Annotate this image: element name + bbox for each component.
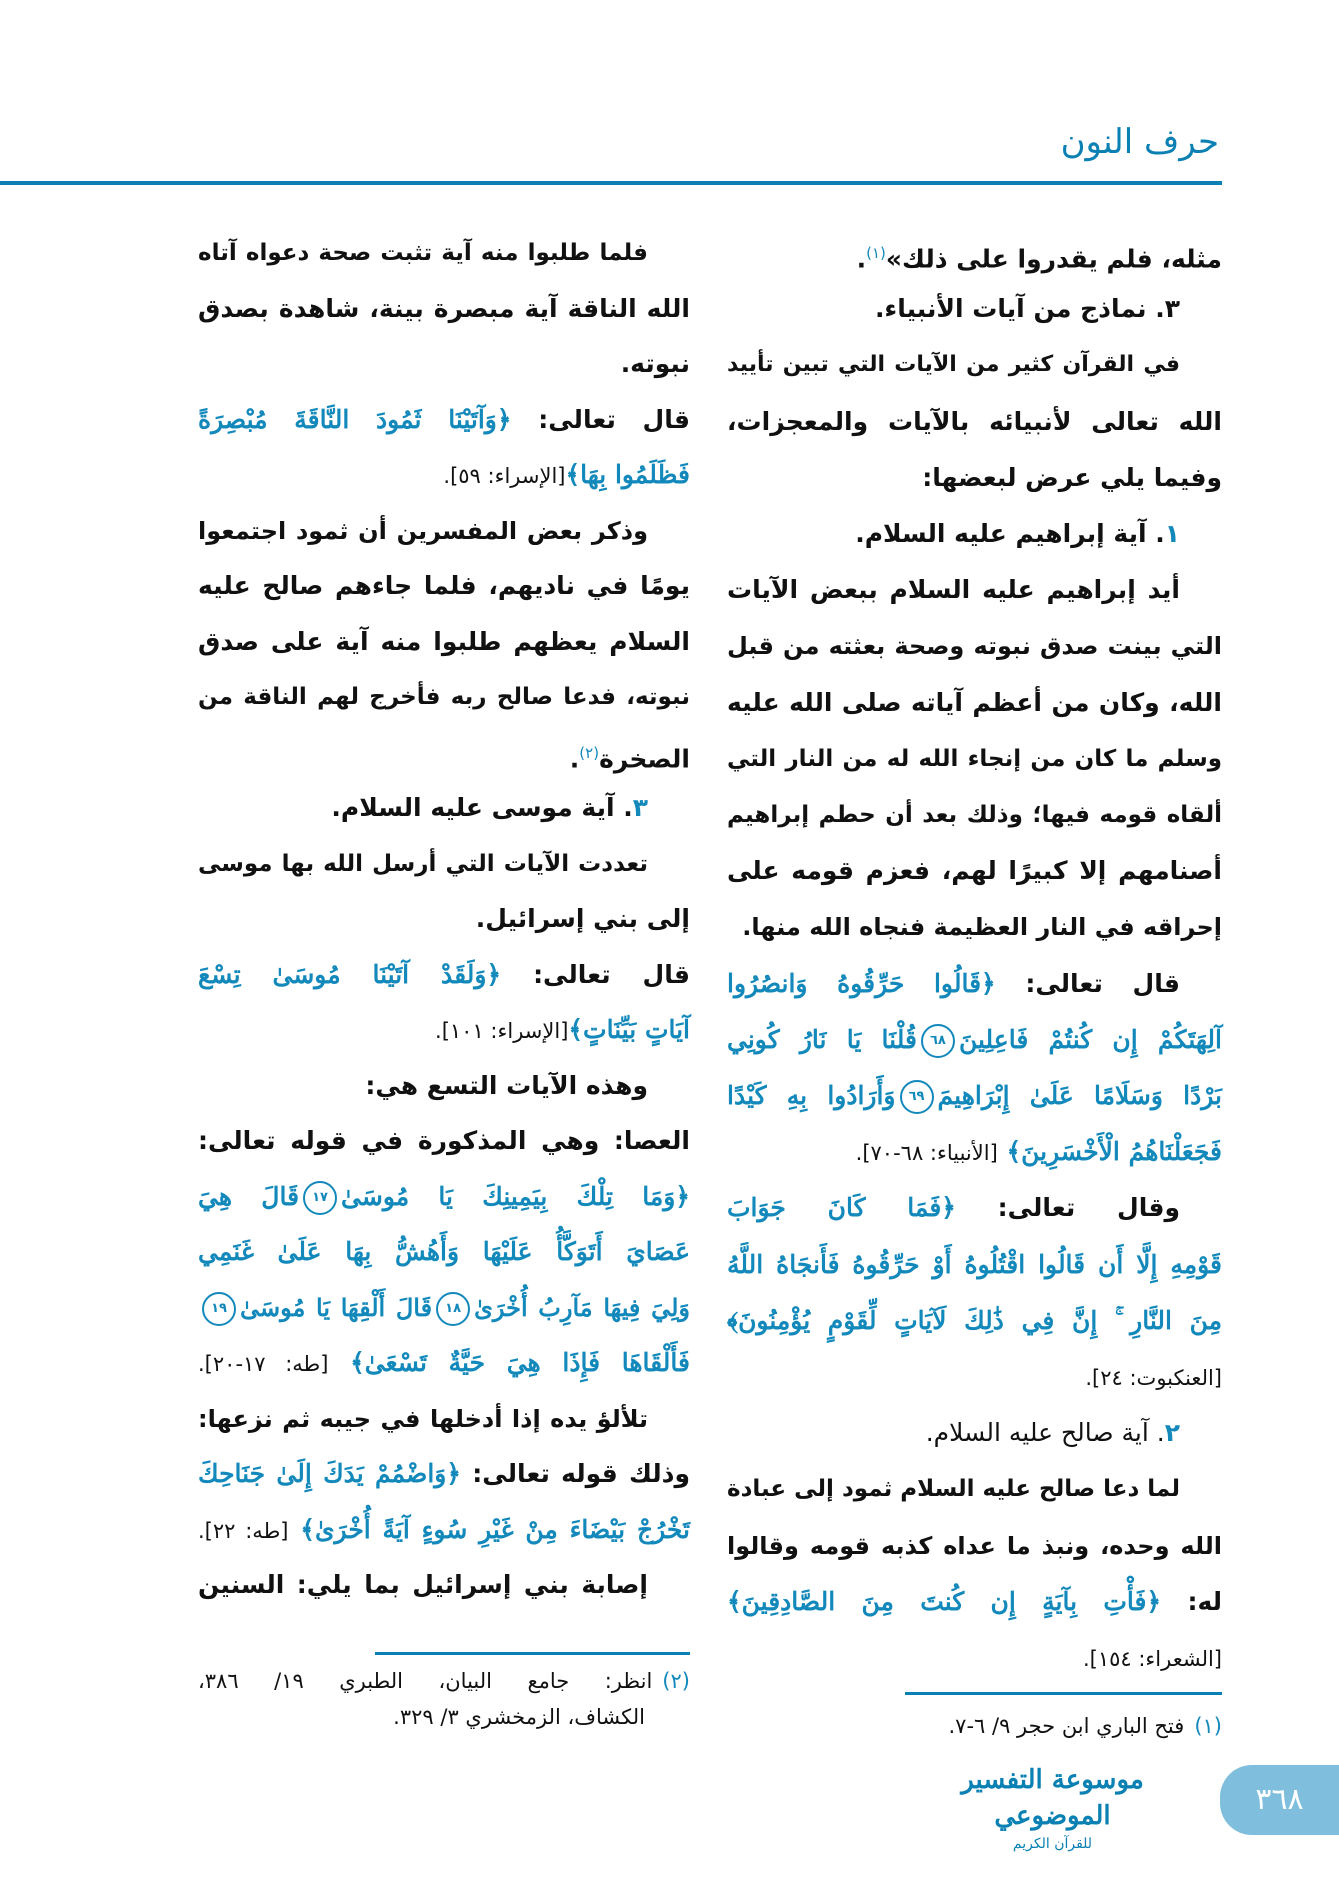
text-line [727, 1577, 1222, 1627]
body-text: فلما طلبوا منه آية تثبت صحة دعواه آتاه [198, 240, 648, 266]
quran-verse: فَظَلَمُوا بِهَا﴾ [565, 460, 690, 489]
text-line [198, 395, 690, 445]
body-text: . آية موسى عليه السلام. [331, 793, 633, 822]
quran-verse: ﴿قَالُوا حَرِّقُوهُ وَانصُرُوا [727, 968, 996, 998]
text-line [198, 1172, 690, 1222]
text-line [727, 1240, 1222, 1290]
verse-reference: [الشعراء: ١٥٤]. [1082, 1647, 1222, 1671]
text-line [198, 1338, 690, 1388]
body-text: . [856, 244, 867, 274]
encyclopedia-logo [925, 1762, 1180, 1854]
text-line [727, 1633, 1222, 1683]
quran-verse: عَصَايَ أَتَوَكَّأُ عَلَيْهَا وَأَهُشُّ بِهَا عَلَىٰ غَنَمِي [198, 1237, 690, 1266]
text-line [727, 959, 1222, 1009]
text-line [198, 1227, 690, 1277]
footnote-divider [905, 1692, 1222, 1695]
body-text: الله، وكان من أعظم آياته صلى الله عليه [727, 687, 1222, 717]
quran-verse: ﴿وَاضْمُمْ يَدَكَ إِلَىٰ جَنَاحِكَ [198, 1459, 462, 1488]
text-line [198, 506, 690, 556]
body-text: في القرآن كثير من الآيات التي تبين تأييد [727, 352, 1180, 378]
body-text: قال تعالى: [995, 968, 1180, 998]
body-text: . آية إبراهيم عليه السلام. [855, 519, 1165, 548]
quran-verse: آلِهَتَكُمْ إِن كُنتُمْ فَاعِلِينَ [958, 1024, 1222, 1054]
body-text: الله الناقة آية مبصرة بينة، شاهدة بصدق [198, 293, 690, 323]
verse-number-marker: ١٧ [303, 1181, 337, 1215]
body-text: الله وحده، ونبذ ما عداه كذبه قومه وقالوا [727, 1531, 1222, 1560]
quran-verse: تَخْرُجْ بَيْضَاءَ مِنْ غَيْرِ سُوءٍ آيَةً أُخْرَىٰ﴾ [288, 1514, 690, 1544]
verse-number-marker: ١٩ [202, 1292, 236, 1326]
text-line [727, 340, 1222, 390]
text-line [727, 1183, 1222, 1233]
body-text: العصا: وهي المذكورة في قوله تعالى: [198, 1126, 690, 1155]
text-line [727, 1296, 1222, 1346]
text-line [198, 1061, 690, 1111]
text-line [727, 1352, 1222, 1402]
body-text: نبوته، فدعا صالح ربه فأخرج لهم الناقة من [198, 684, 690, 710]
body-text: أيد إبراهيم عليه السلام ببعض الآيات [727, 575, 1180, 605]
quran-verse: قَوْمِهِ إِلَّا أَن قَالُوا اقْتُلُوهُ أَوْ حَرِّقُوهُ فَأَنجَاهُ اللَّهُ [727, 1249, 1222, 1279]
footnote-text: الكشاف، الزمخشري ٣/ ٣٢٩. [393, 1705, 645, 1729]
body-text: وسلم ما كان من إنجاء الله له من النار التي [727, 745, 1222, 772]
verse-number-marker: ٦٩ [900, 1080, 934, 1114]
quran-verse: وَلِيَ فِيهَا مَآرِبُ أُخْرَىٰ [474, 1292, 690, 1322]
text-line [727, 397, 1222, 447]
body-text: لما دعا صالح عليه السلام ثمود إلى عبادة [727, 1476, 1180, 1503]
verse-reference: [طه: ١٧-٢٠]. [198, 1352, 329, 1376]
verse-number-marker: ١٨ [436, 1292, 470, 1326]
quran-verse: قَالَ هِيَ [198, 1181, 300, 1211]
body-text: وذكر بعض المفسرين أن ثمود اجتمعوا [198, 516, 648, 545]
logo-title: موسوعة التفسير الموضوعي [961, 1765, 1144, 1831]
footnote-text: فتح الباري ابن حجر ٩/ ٦-٧. [948, 1714, 1185, 1738]
verse-reference: [الإسراء: ٥٩]. [443, 464, 566, 488]
text-line [727, 1127, 1222, 1177]
body-text: إحراقه في النار العظيمة فنجاه الله منها. [742, 913, 1222, 942]
footnote-divider [375, 1652, 690, 1655]
body-text: التي بينت صدق نبوته وصحة بعثته من قبل [727, 632, 1222, 661]
header-divider [0, 181, 1222, 185]
body-text: نبوته. [620, 349, 690, 378]
text-line [727, 734, 1222, 784]
text-line [727, 678, 1222, 728]
text-line [198, 1560, 690, 1610]
quran-verse: ﴿فَأْتِ بِآيَةٍ إِن كُنتَ مِنَ الصَّادِقِينَ﴾ [727, 1586, 1162, 1616]
body-text: وهذه الآيات التسع هي: [365, 1070, 648, 1100]
footnote-text: انظر: جامع البيان، الطبري ١٩/ ٣٨٦، [198, 1669, 653, 1693]
text-line [727, 902, 1222, 952]
body-text: مثله، فلم يقدروا على ذلك» [885, 244, 1222, 274]
body-text: إصابة بني إسرائيل بما يلي: السنين [198, 1570, 648, 1599]
quran-verse: ﴿وَآتَيْنَا ثَمُودَ النَّاقَةَ مُبْصِرَةً [198, 404, 512, 434]
text-line [727, 846, 1222, 896]
text-line [198, 1005, 690, 1055]
text-line [727, 1464, 1222, 1514]
body-text: . آية صالح عليه السلام. [925, 1418, 1165, 1448]
body-text: يومًا في ناديهم، فلما جاءهم صالح عليه [198, 571, 690, 600]
text-line [198, 1283, 690, 1333]
text-line [198, 1505, 690, 1555]
text-line [727, 1071, 1222, 1121]
verse-reference: [الأنبياء: ٦٨-٧٠]. [855, 1141, 998, 1166]
text-line [198, 450, 690, 500]
page-number-badge: ٣٦٨ [1220, 1765, 1339, 1835]
verse-reference: [الإسراء: ١٠١]. [435, 1019, 569, 1043]
logo-subtitle: للقرآن الكريم [1012, 1836, 1093, 1852]
footnote-1 [948, 1708, 1222, 1744]
text-line [198, 1394, 690, 1444]
text-line [727, 509, 1222, 559]
text-line [198, 728, 690, 778]
body-text: وقال تعالى: [955, 1193, 1180, 1223]
footnote-2 [198, 1663, 690, 1735]
body-text: السلام يعظهم طلبوا منه آية على صدق [198, 626, 690, 656]
verse-reference: [طه: ٢٢]. [198, 1518, 289, 1543]
text-line [198, 284, 690, 334]
text-line [198, 894, 690, 944]
footnote-marker: (١) [866, 244, 886, 262]
verse-number-marker: ٦٨ [921, 1024, 955, 1058]
chapter-title: حرف النون [1060, 122, 1219, 162]
text-line [727, 1408, 1222, 1458]
text-line [727, 1015, 1222, 1065]
quran-verse: وَأَرَادُوا بِهِ كَيْدًا [727, 1081, 896, 1110]
text-line [727, 790, 1222, 840]
quran-verse: مِنَ النَّارِ ۚ إِنَّ فِي ذَٰلِكَ لَآيَاتٍ لِّقَوْمٍ يُؤْمِنُونَ﴾ [727, 1305, 1222, 1335]
body-text: قال تعالى: [501, 959, 690, 989]
body-text: له: [1161, 1586, 1222, 1616]
text-line [198, 339, 690, 389]
text-line [198, 1116, 690, 1166]
body-text: وذلك قوله تعالى: [461, 1459, 690, 1488]
text-line [727, 228, 1222, 278]
text-line [727, 1521, 1222, 1571]
text-line [198, 839, 690, 889]
text-line [198, 783, 690, 833]
quran-verse: فَجَعَلْنَاهُمُ الْأَخْسَرِينَ﴾ [997, 1137, 1222, 1167]
text-line [198, 672, 690, 722]
body-text: قال تعالى: [511, 404, 690, 434]
quran-verse: ﴿وَمَا تِلْكَ بِيَمِينِكَ يَا مُوسَىٰ [341, 1181, 690, 1211]
quran-verse: ﴿فَمَا كَانَ جَوَابَ [727, 1193, 956, 1223]
text-line [198, 561, 690, 611]
verse-reference: [العنكبوت: ٢٤]. [1085, 1366, 1222, 1390]
quran-verse: قُلْنَا يَا نَارُ كُونِي [727, 1024, 917, 1054]
section-number: ٣ [632, 793, 648, 822]
body-text: . [569, 743, 580, 773]
text-line [198, 228, 690, 278]
footnote-number: (٢) [662, 1669, 690, 1693]
text-line [727, 284, 1222, 334]
footnote-number: (١) [1194, 1714, 1222, 1738]
body-text: الصخرة [599, 743, 690, 773]
body-text: ٣. نماذج من آيات الأنبياء. [874, 294, 1180, 324]
body-text: ألقاه قومه فيها؛ وذلك بعد أن حطم إبراهيم [727, 802, 1222, 828]
body-text: وفيما يلي عرض لبعضها: [922, 462, 1222, 492]
text-line [727, 453, 1222, 503]
text-line [198, 950, 690, 1000]
quran-verse: ﴿وَلَقَدْ آتَيْنَا مُوسَىٰ تِسْعَ [198, 959, 502, 989]
body-text: الله تعالى لأنبيائه بالآيات والمعجزات، [727, 406, 1222, 436]
text-line [727, 565, 1222, 615]
footnote-marker: (٢) [579, 743, 600, 762]
body-text: تعددت الآيات التي أرسل الله بها موسى [198, 850, 648, 877]
quran-verse: آيَاتٍ بَيِّنَاتٍ﴾ [568, 1015, 690, 1044]
quran-verse: قَالَ أَلْقِهَا يَا مُوسَىٰ [240, 1292, 433, 1322]
body-text: تلألؤ يده إذا أدخلها في جيبه ثم نزعها: [198, 1404, 648, 1433]
text-line [198, 1449, 690, 1499]
text-line [198, 617, 690, 667]
text-line [727, 621, 1222, 671]
section-number: ١ [1164, 519, 1180, 548]
quran-verse: فَأَلْقَاهَا فَإِذَا هِيَ حَيَّةٌ تَسْعَىٰ﴾ [328, 1348, 690, 1377]
body-text: أصنامهم إلا كبيرًا لهم، فعزم قومه على [727, 856, 1222, 886]
section-number: ٢ [1164, 1418, 1180, 1448]
quran-verse: بَرْدًا وَسَلَامًا عَلَىٰ إِبْرَاهِيمَ [937, 1081, 1222, 1110]
body-text: إلى بني إسرائيل. [475, 904, 690, 933]
